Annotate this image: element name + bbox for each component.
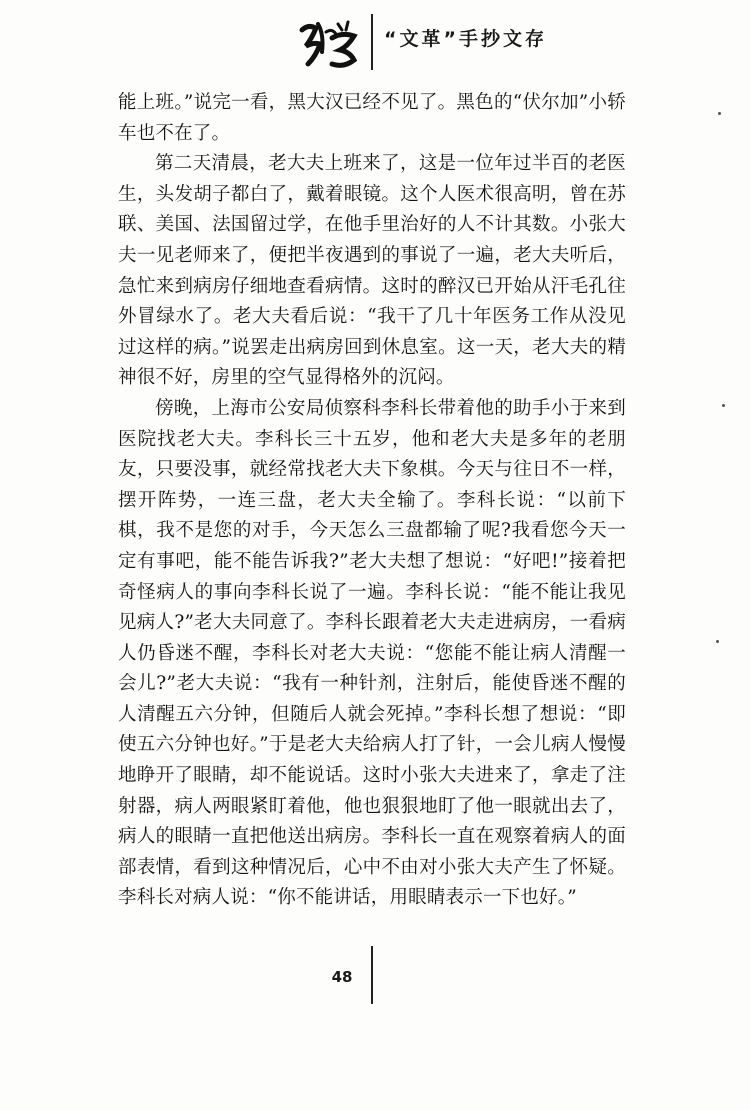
paragraph-2: 第二天清晨，老大夫上班来了，这是一位年过半百的老医生，头发胡子都白了，戴着眼镜。这个人医术很高明，曾在苏联、美国、法国留过学，在他手里治好的人不计其数。小张大夫一见老师来了，便把半夜遇到的事说了一遍，老大夫听后，急忙来到病房仔细地查看病情。这时的醉汉已开始从汗毛孔往外冒绿水了。老大夫看后说：“我干了几十年医务工作从没见过这样的病。”说罢走出病房回到休息室。这一天，老大夫的精神很不好，房里的空气显得格外的沉闷。 — [118, 153, 626, 389]
calligraphy-logo — [296, 16, 360, 72]
calligraphy-logo-icon — [296, 16, 360, 72]
header-title: “文革”手抄文存 — [384, 28, 547, 50]
body-text — [118, 88, 626, 914]
paragraph-3: 傍晚，上海市公安局侦察科李科长带着他的助手小于来到医院找老大夫。李科长三十五岁，他和老大夫是多年的老朋友，只要没事，就经常找老大夫下象棋。今天与往日不一样，摆开阵势，一连三盘，老大夫全输了。李科长说：“以前下棋，我不是您的对手，今天怎么三盘都输了呢?我看您今天一定有事吧，能不能告诉我?”老大夫想了想说：“好吧!”接着把奇怪病人的事向李科长说了一遍。李科长说：“能不能让我见见病人?”老大夫同意了。李科长跟着老大夫走进病房，一看病人仍昏迷不醒，李科长对老大夫说：“您能不能让病人清醒一会儿?”老大夫说：“我有一种针剂，注射后，能使昏迷不醒的人清醒五六分钟，但随后人就会死掉。”李科长想了想说：“即使五六分钟也好。”于是老大夫给病人打了针，一会儿病人慢慢地睁开了眼睛，却不能说话。这时小张大夫进来了，拿走了注射器，病人两眼紧盯着他，他也狠狠地盯了他一眼就出去了，病人的眼睛一直把他送出病房。李科长一直在观察着病人的面部表情，看到这种情况后，心中不由对小张大夫产生了怀疑。李科长对病人说：“你不能讲话，用眼睛表示一下也好。” — [118, 397, 626, 909]
scan-speck — [722, 404, 725, 407]
header-divider — [371, 14, 373, 70]
paragraph-1: 能上班。”说完一看，黑大汉已经不见了。黑色的“伏尔加”小轿车也不在了。 — [118, 92, 626, 144]
scan-speck — [718, 112, 721, 115]
page-number: 48 — [331, 968, 353, 986]
scan-speck — [716, 640, 719, 643]
footer-divider — [371, 946, 373, 1004]
